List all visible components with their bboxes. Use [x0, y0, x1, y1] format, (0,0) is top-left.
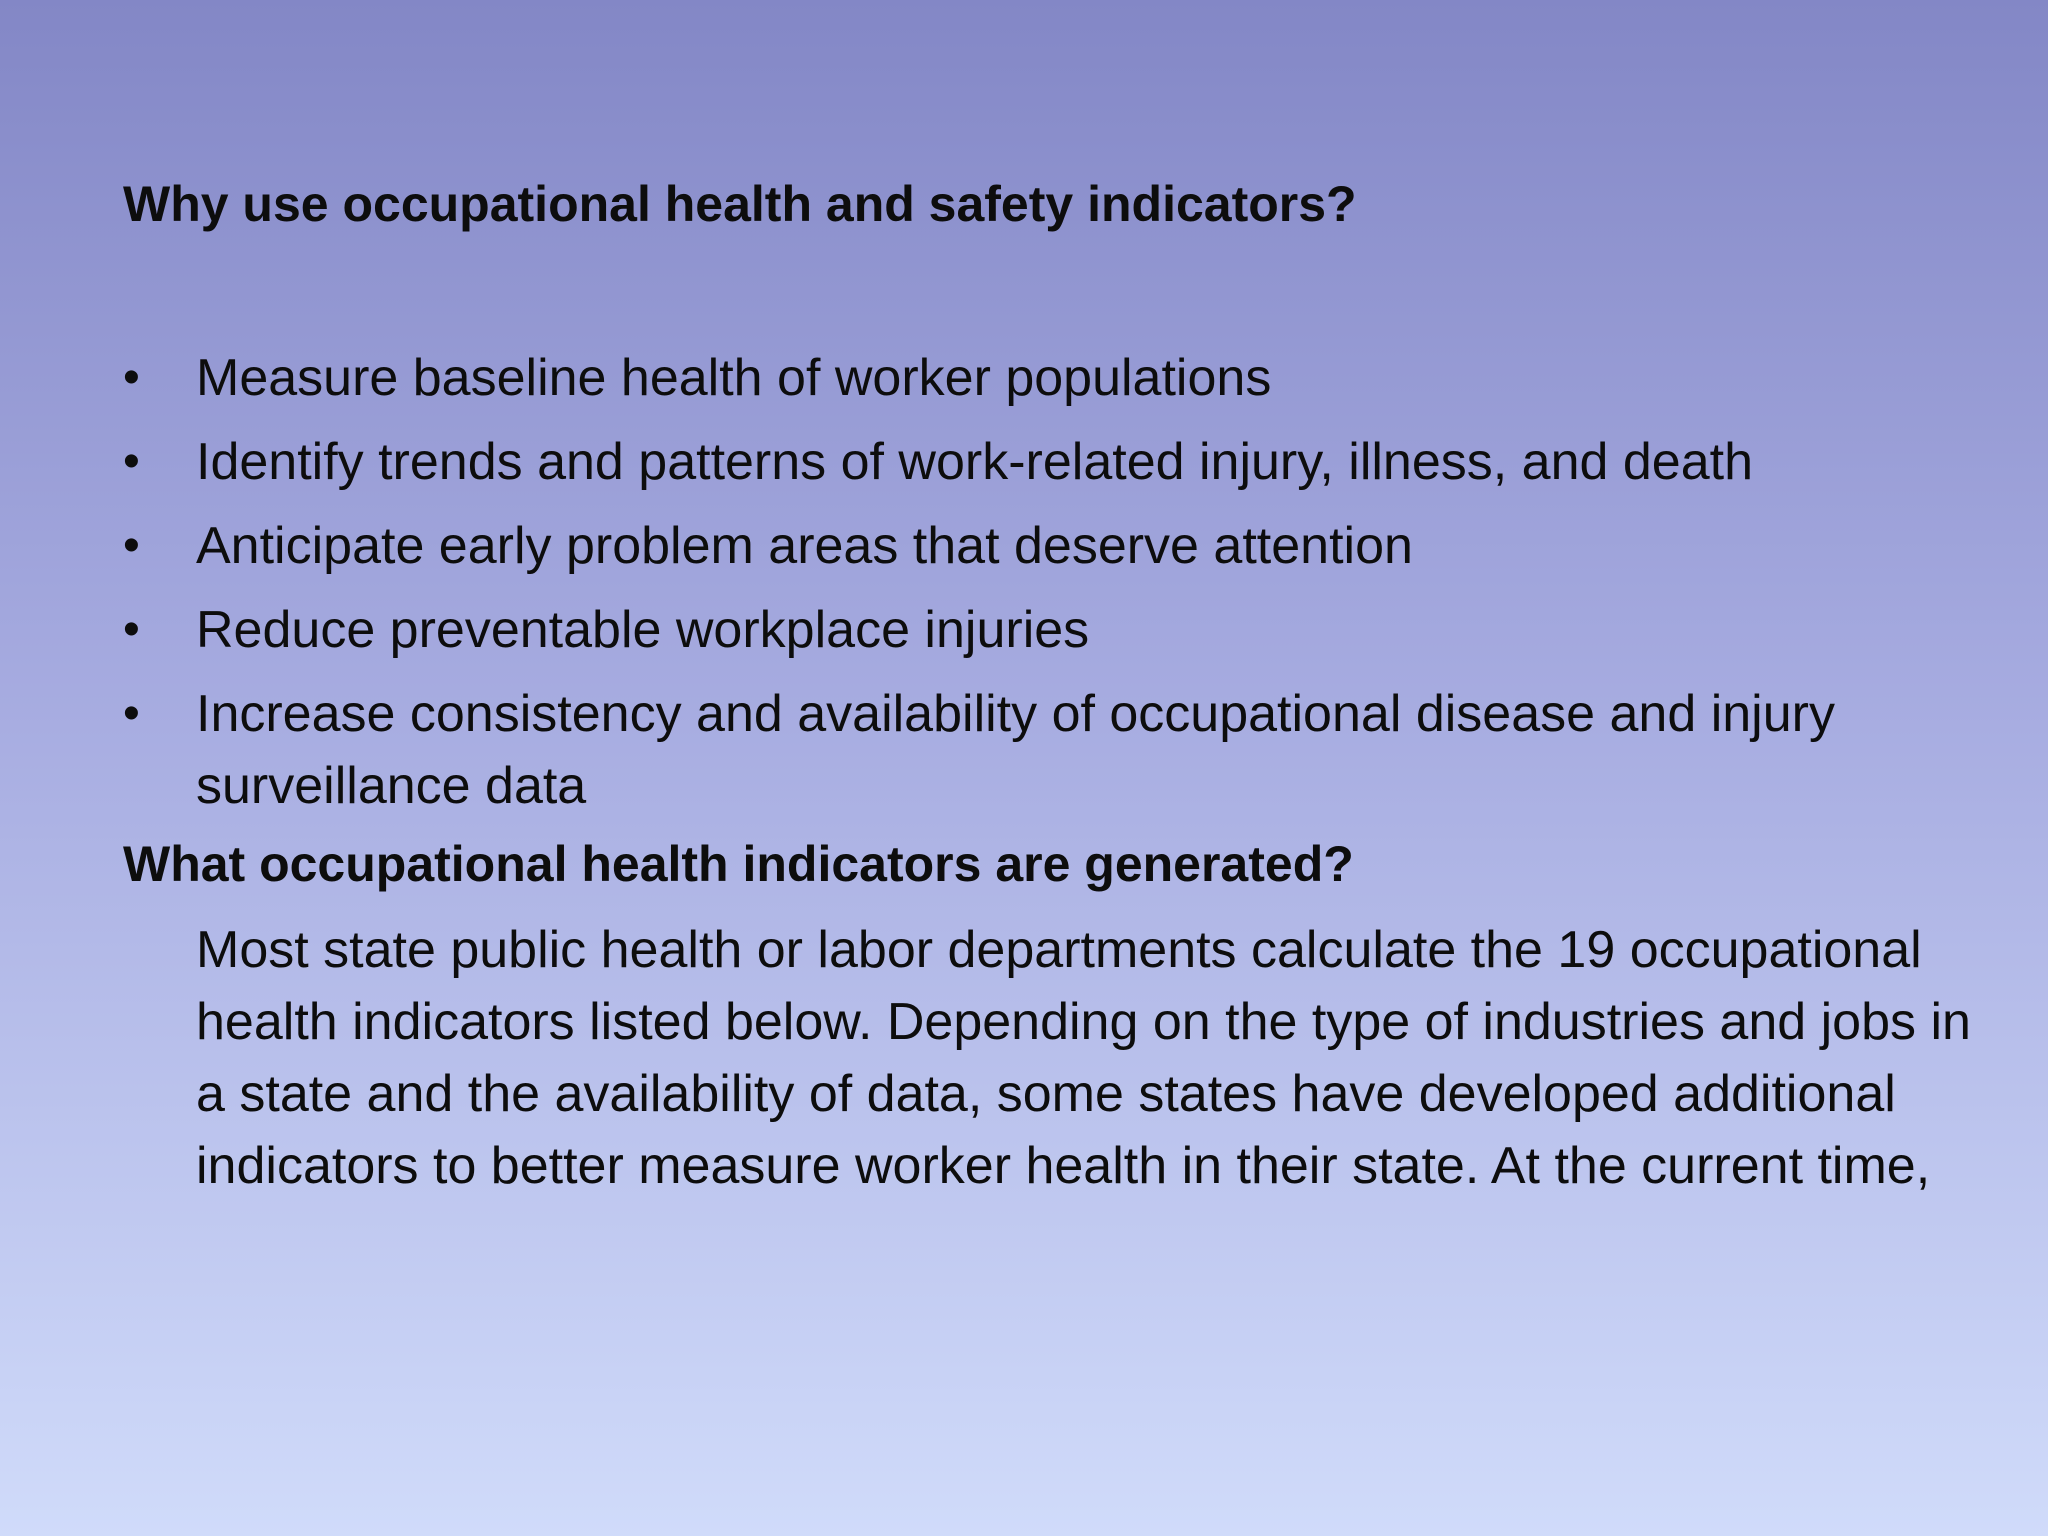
bullet-item — [123, 594, 2003, 666]
bullet-item — [123, 426, 2003, 498]
bullet-dot-icon: • — [123, 519, 140, 572]
heading-why-use-indicators: Why use occupational health and safety indicators? — [123, 176, 1357, 232]
reasons-bullet-list — [123, 342, 2003, 834]
bullet-text: Reduce preventable workplace injuries — [196, 601, 1090, 659]
indicators-paragraph: Most state public health or labor departments calculate the 19 occupational health indicators listed below. Depending on the type of industries and jobs in a state and the availability of data, some states have developed additional indicators to better measure worker health in their state. At the current time, — [196, 921, 1971, 1195]
bullet-dot-icon: • — [123, 687, 140, 740]
bullet-item — [123, 510, 2003, 582]
bullet-dot-icon: • — [123, 603, 140, 656]
bullet-text: Identify trends and patterns of work-related injury, illness, and death — [196, 433, 1754, 491]
bullet-item — [123, 342, 2003, 414]
bullet-text: Anticipate early problem areas that deserve attention — [196, 517, 1413, 575]
heading-what-indicators: What occupational health indicators are generated? — [123, 836, 1354, 892]
bullet-text: Measure baseline health of worker populations — [196, 349, 1272, 407]
bullet-text: Increase consistency and availability of occupational disease and injury surveillance data — [196, 685, 1835, 815]
bullet-dot-icon: • — [123, 351, 140, 404]
bullet-dot-icon: • — [123, 435, 140, 488]
bullet-item — [123, 678, 2003, 822]
